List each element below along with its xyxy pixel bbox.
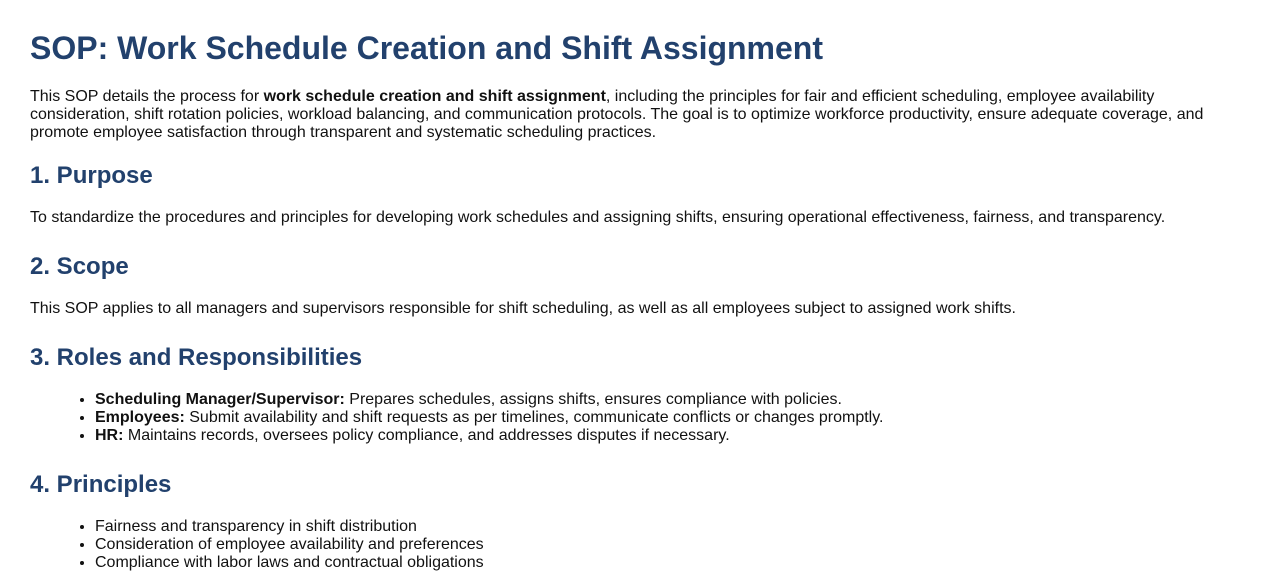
role-term: HR: bbox=[95, 427, 124, 444]
principles-heading: 4. Principles bbox=[30, 471, 172, 498]
scope-text: This SOP applies to all managers and supervisors responsible for shift scheduling, as well as all employees subject to assigned work shifts. bbox=[30, 300, 1016, 317]
list-item bbox=[95, 409, 884, 427]
purpose-heading: 1. Purpose bbox=[30, 162, 153, 189]
intro-text-start: This SOP details the process for bbox=[30, 88, 264, 105]
list-item bbox=[95, 391, 884, 409]
page-title: SOP: Work Schedule Creation and Shift Assignment bbox=[30, 30, 823, 66]
role-description: Submit availability and shift requests as per timelines, communicate conflicts or changes promptly. bbox=[184, 409, 884, 426]
list-item bbox=[95, 427, 884, 445]
role-term: Scheduling Manager/Supervisor: bbox=[95, 391, 345, 408]
role-term: Employees: bbox=[95, 409, 185, 426]
list-item: • Consideration of employee availability and preferences bbox=[95, 536, 484, 554]
scope-heading: 2. Scope bbox=[30, 253, 129, 280]
role-description: Maintains records, oversees policy compliance, and addresses disputes if necessary. bbox=[123, 427, 730, 444]
intro-text-end: , including the principles for fair and efficient scheduling, employee availability consideration, shift rotation policies, workload balancing, and communication protocols. The goal is to optimize workforce productivity, ensure adequate coverage, and promote employee satisfaction through transparent and systematic scheduling practices. bbox=[30, 88, 1204, 141]
role-description: Prepares schedules, assigns shifts, ensures compliance with policies. bbox=[344, 391, 842, 408]
roles-heading: 3. Roles and Responsibilities bbox=[30, 344, 363, 371]
principles-list bbox=[30, 518, 484, 572]
list-item: • Compliance with labor laws and contractual obligations bbox=[95, 554, 484, 572]
roles-list bbox=[30, 391, 884, 445]
intro-bold-text: work schedule creation and shift assignment bbox=[263, 88, 606, 105]
intro-paragraph bbox=[30, 88, 1235, 142]
purpose-text: To standardize the procedures and principles for developing work schedules and assigning shifts, ensuring operational effectiveness, fairness, and transparency. bbox=[30, 209, 1166, 226]
list-item: • Fairness and transparency in shift distribution bbox=[95, 518, 484, 536]
